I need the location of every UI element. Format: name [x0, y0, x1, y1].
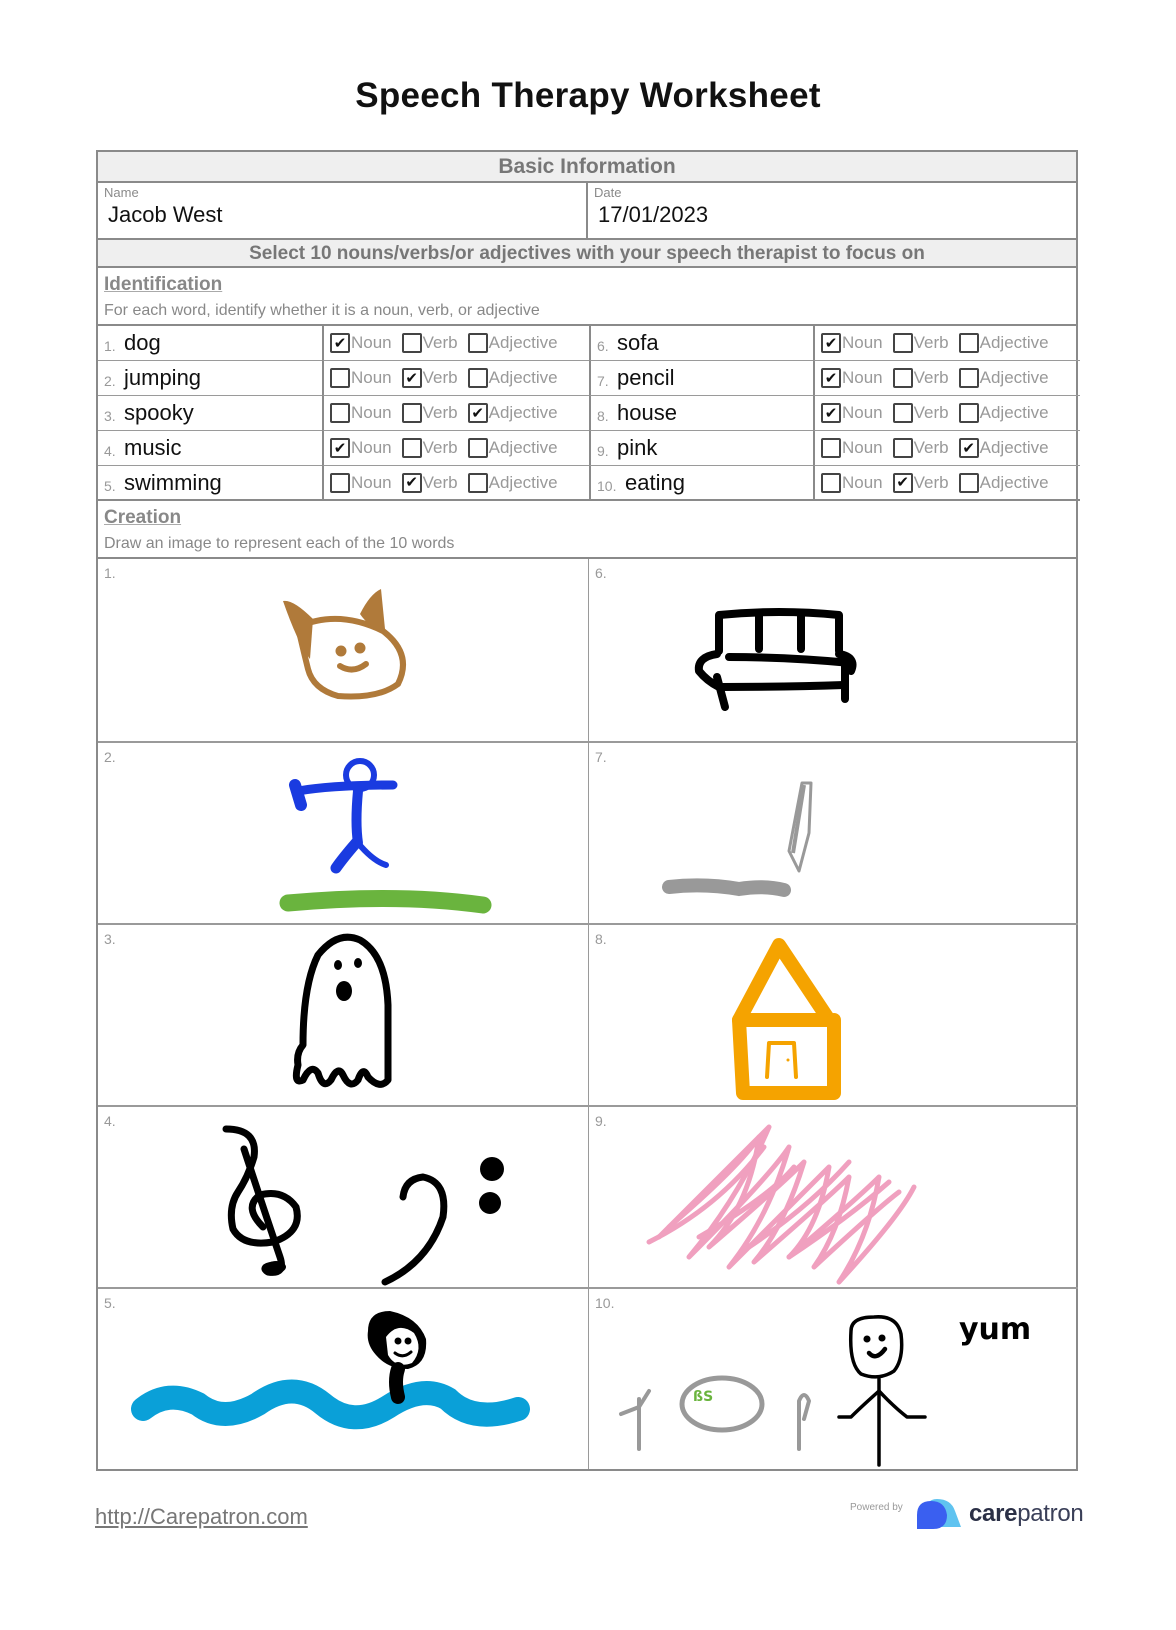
verb-option[interactable]: [402, 473, 458, 493]
identification-title: Identification: [104, 274, 223, 295]
word-number: 2.: [104, 373, 116, 389]
word-cell-music: [98, 431, 322, 466]
word-cell-pencil: [589, 361, 813, 396]
word-type-options: [813, 326, 1080, 361]
word-number: 10.: [597, 477, 617, 494]
noun-label: Noun: [842, 403, 883, 422]
sofa-icon: [589, 559, 1079, 741]
swimmer-icon: [98, 1289, 588, 1471]
unchecked-checkbox-icon[interactable]: [893, 438, 913, 458]
dog-face-icon: [98, 559, 588, 741]
drawing-number: 6.: [595, 565, 607, 581]
word-text[interactable]: pencil: [617, 365, 675, 390]
identification-subtitle: For each word, identify whether it is a noun, verb, or adjective: [104, 302, 540, 319]
drawing-cell-6[interactable]: [588, 559, 1078, 741]
drawing-number: 5.: [104, 1295, 116, 1311]
noun-label: Noun: [842, 438, 883, 457]
unchecked-checkbox-icon[interactable]: [468, 438, 488, 458]
adjective-label: Adjective: [488, 333, 558, 352]
adjective-label: Adjective: [488, 472, 558, 492]
word-text[interactable]: spooky: [124, 400, 194, 425]
word-text[interactable]: eating: [625, 469, 685, 495]
checked-checkbox-icon[interactable]: ✔: [821, 368, 841, 388]
checked-checkbox-icon[interactable]: ✔: [402, 368, 422, 388]
checked-checkbox-icon[interactable]: ✔: [959, 438, 979, 458]
drawing-number: 7.: [595, 749, 607, 765]
unchecked-checkbox-icon[interactable]: [330, 403, 350, 423]
word-type-options: [813, 466, 1080, 501]
unchecked-checkbox-icon[interactable]: [402, 438, 422, 458]
music-clefs-icon: [98, 1107, 588, 1289]
verb-label: Verb: [422, 333, 458, 352]
unchecked-checkbox-icon[interactable]: [330, 368, 350, 388]
word-type-options: [813, 396, 1080, 431]
word-number: 9.: [597, 443, 609, 459]
carepatron-wordmark: carepatron: [969, 1500, 1084, 1527]
drawing-number: 2.: [104, 749, 116, 765]
word-text[interactable]: sofa: [617, 330, 659, 355]
word-type-options: [322, 466, 589, 501]
adjective-label: Adjective: [979, 333, 1049, 352]
word-cell-sofa: [589, 326, 813, 361]
unchecked-checkbox-icon[interactable]: [402, 403, 422, 423]
word-number: 8.: [597, 408, 609, 424]
noun-option[interactable]: [821, 438, 883, 458]
select-instruction: Select 10 nouns/verbs/or adjectives with your speech therapist to focus on: [98, 238, 1076, 268]
word-type-options: [813, 361, 1080, 396]
yum-caption: yum: [959, 1312, 1032, 1347]
checked-checkbox-icon[interactable]: ✔: [821, 333, 841, 353]
word-number: 7.: [597, 373, 609, 389]
unchecked-checkbox-icon[interactable]: [959, 403, 979, 423]
date-label: Date: [594, 185, 622, 200]
unchecked-checkbox-icon[interactable]: [468, 473, 488, 493]
checked-checkbox-icon[interactable]: ✔: [330, 333, 350, 353]
creation-section-header: [98, 501, 1076, 559]
drawing-cell-7[interactable]: [588, 741, 1078, 923]
word-text[interactable]: house: [617, 400, 677, 425]
noun-option[interactable]: [330, 438, 392, 458]
name-label: Name: [104, 185, 139, 200]
adjective-label: Adjective: [488, 403, 558, 422]
word-cell-house: [589, 396, 813, 431]
verb-option[interactable]: [893, 333, 949, 353]
checked-checkbox-icon[interactable]: ✔: [893, 473, 913, 493]
svg-text:ßS: ßS: [693, 1389, 714, 1405]
word-text[interactable]: pink: [617, 435, 658, 460]
verb-option[interactable]: [893, 403, 949, 423]
adjective-option[interactable]: [468, 438, 558, 458]
drawing-number: 9.: [595, 1113, 607, 1129]
word-cell-dog: [98, 326, 322, 361]
unchecked-checkbox-icon[interactable]: [468, 368, 488, 388]
verb-label: Verb: [913, 472, 949, 492]
date-field[interactable]: [586, 183, 1076, 238]
word-cell-swimming: [98, 466, 322, 501]
adjective-option[interactable]: [468, 333, 558, 353]
adjective-option[interactable]: [468, 473, 558, 493]
basic-information-row: [98, 183, 1076, 238]
drawing-cell-2[interactable]: [98, 741, 588, 923]
verb-label: Verb: [422, 438, 458, 457]
noun-label: Noun: [842, 368, 883, 387]
verb-option[interactable]: [402, 438, 458, 458]
drawing-number: 1.: [104, 565, 116, 581]
word-cell-spooky: [98, 396, 322, 431]
adjective-option[interactable]: [468, 368, 558, 388]
pink-scribble-icon: [589, 1107, 1079, 1289]
identification-section-header: [98, 268, 1076, 326]
ghost-icon: [98, 925, 588, 1107]
checked-checkbox-icon[interactable]: ✔: [821, 403, 841, 423]
carepatron-logo[interactable]: [915, 1497, 1083, 1531]
checked-checkbox-icon[interactable]: ✔: [330, 438, 350, 458]
verb-label: Verb: [913, 438, 949, 457]
word-text[interactable]: dog: [124, 330, 161, 355]
jumping-figure-icon: [98, 743, 588, 925]
drawing-cell-8[interactable]: [588, 923, 1078, 1105]
unchecked-checkbox-icon[interactable]: [821, 473, 841, 493]
drawing-number: 8.: [595, 931, 607, 947]
word-text[interactable]: swimming: [124, 469, 222, 495]
unchecked-checkbox-icon[interactable]: [330, 473, 350, 493]
word-number: 3.: [104, 408, 116, 424]
adjective-label: Adjective: [979, 472, 1049, 492]
carepatron-link[interactable]: http://Carepatron.com: [95, 1504, 308, 1529]
noun-label: Noun: [351, 333, 392, 352]
creation-subtitle: Draw an image to represent each of the 10 words: [104, 535, 455, 552]
word-number: 4.: [104, 443, 116, 459]
word-type-options: [322, 431, 589, 466]
drawing-cell-1[interactable]: [98, 559, 588, 741]
drawing-number: 4.: [104, 1113, 116, 1129]
noun-option[interactable]: [821, 368, 883, 388]
unchecked-checkbox-icon[interactable]: [821, 438, 841, 458]
verb-option[interactable]: [402, 403, 458, 423]
noun-option[interactable]: [330, 403, 392, 423]
unchecked-checkbox-icon[interactable]: [893, 333, 913, 353]
word-text[interactable]: jumping: [124, 365, 202, 390]
adjective-option[interactable]: [959, 438, 1049, 458]
unchecked-checkbox-icon[interactable]: [959, 473, 979, 493]
basic-information-heading: Basic Information: [98, 152, 1076, 183]
drawing-grid: [98, 559, 1076, 1469]
verb-label: Verb: [913, 333, 949, 352]
unchecked-checkbox-icon[interactable]: [893, 368, 913, 388]
pencil-icon: [589, 743, 1079, 925]
verb-option[interactable]: [402, 368, 458, 388]
noun-label: Noun: [842, 333, 883, 352]
unchecked-checkbox-icon[interactable]: [959, 368, 979, 388]
adjective-option[interactable]: [468, 403, 558, 423]
creation-title: Creation: [104, 507, 182, 528]
adjective-label: Adjective: [979, 403, 1049, 422]
verb-option[interactable]: [893, 473, 949, 493]
drawing-cell-9[interactable]: [588, 1105, 1078, 1287]
word-number: 1.: [104, 338, 116, 354]
word-cell-eating: [589, 466, 813, 501]
eating-figure-icon: [589, 1289, 1079, 1471]
worksheet: [96, 150, 1078, 1471]
verb-option[interactable]: [893, 438, 949, 458]
verb-label: Verb: [913, 403, 949, 422]
word-number: 5.: [104, 477, 116, 494]
page-title: Speech Therapy Worksheet: [355, 76, 821, 115]
word-cell-jumping: [98, 361, 322, 396]
noun-label: Noun: [351, 368, 392, 387]
word-text[interactable]: music: [124, 435, 182, 460]
drawing-number: 10.: [595, 1295, 615, 1311]
drawing-cell-10[interactable]: [588, 1287, 1078, 1469]
verb-option[interactable]: [893, 368, 949, 388]
noun-label: Noun: [842, 472, 883, 492]
adjective-label: Adjective: [979, 368, 1049, 387]
adjective-option[interactable]: [959, 368, 1049, 388]
carepatron-logo-icon: [915, 1497, 963, 1531]
noun-option[interactable]: [821, 333, 883, 353]
powered-by-label: Powered by: [850, 1502, 903, 1513]
word-type-options: [322, 361, 589, 396]
word-type-options: [322, 326, 589, 361]
name-value[interactable]: Jacob West: [108, 202, 223, 227]
noun-option[interactable]: [821, 403, 883, 423]
unchecked-checkbox-icon[interactable]: [402, 333, 422, 353]
checked-checkbox-icon[interactable]: ✔: [402, 473, 422, 493]
unchecked-checkbox-icon[interactable]: [468, 333, 488, 353]
adjective-label: Adjective: [488, 438, 558, 457]
word-cell-pink: [589, 431, 813, 466]
drawing-cell-3[interactable]: [98, 923, 588, 1105]
word-type-options: [813, 431, 1080, 466]
date-value[interactable]: 17/01/2023: [598, 202, 709, 227]
adjective-option[interactable]: [959, 473, 1049, 493]
name-field[interactable]: [98, 183, 586, 238]
drawing-cell-5[interactable]: [98, 1287, 588, 1469]
house-icon: [589, 925, 1079, 1107]
checked-checkbox-icon[interactable]: ✔: [468, 403, 488, 423]
verb-label: Verb: [422, 403, 458, 422]
noun-label: Noun: [351, 403, 392, 422]
verb-label: Verb: [422, 472, 458, 492]
unchecked-checkbox-icon[interactable]: [893, 403, 913, 423]
drawing-cell-4[interactable]: [98, 1105, 588, 1287]
verb-label: Verb: [422, 368, 458, 387]
adjective-option[interactable]: [959, 333, 1049, 353]
identification-table: [98, 326, 1076, 501]
noun-option[interactable]: [330, 333, 392, 353]
noun-label: Noun: [351, 438, 392, 457]
drawing-number: 3.: [104, 931, 116, 947]
adjective-label: Adjective: [979, 438, 1049, 457]
noun-option[interactable]: [330, 473, 392, 493]
word-number: 6.: [597, 338, 609, 354]
noun-label: Noun: [351, 472, 392, 492]
unchecked-checkbox-icon[interactable]: [959, 333, 979, 353]
word-type-options: [322, 396, 589, 431]
verb-option[interactable]: [402, 333, 458, 353]
adjective-label: Adjective: [488, 368, 558, 387]
adjective-option[interactable]: [959, 403, 1049, 423]
verb-label: Verb: [913, 368, 949, 387]
noun-option[interactable]: [821, 473, 883, 493]
noun-option[interactable]: [330, 368, 392, 388]
